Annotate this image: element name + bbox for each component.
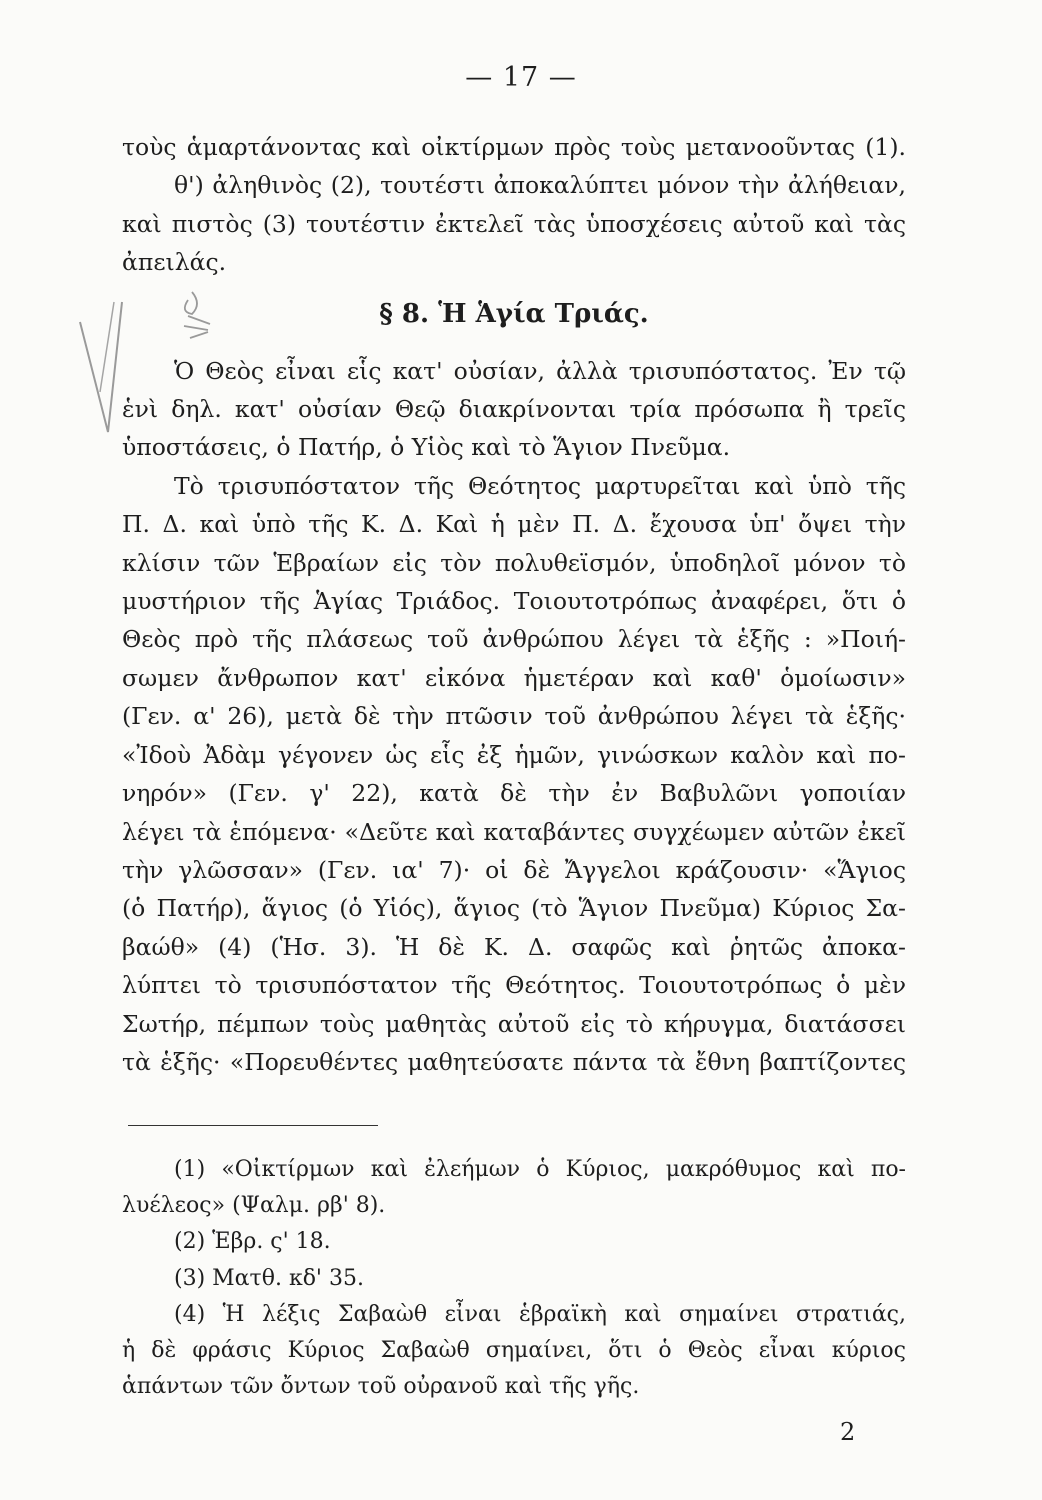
text-line: ἀπειλάς. [122,248,227,277]
page-number: — 17 — [465,62,577,93]
footnote-line: (1) «Οἰκτίρμων καὶ ἐλεήμων ὁ Κύριος, μακρόθυμος καὶ πο- [174,1157,906,1182]
text-line: καὶ πιστὸς (3) τουτέστιν ἐκτελεῖ τὰς ὑποσχέσεις αὐτοῦ καὶ τὰς [122,209,906,238]
text-line: κλίσιν τῶν Ἑβραίων εἰς τὸν πολυθεϊσμόν, ὑποδηλοῖ μόνον τὸ [122,548,906,577]
footnote-1 [122,1152,906,1224]
footnote-line: ἁπάντων τῶν ὄντων τοῦ οὐρανοῦ καὶ τῆς γῆς. [122,1374,640,1400]
text-line: μυστήριον τῆς Ἁγίας Τριάδος. Τοιουτοτρόπως ἀναφέρει, ὅτι ὁ [122,587,906,616]
text-line: (ὁ Πατήρ), ἅγιος (ὁ Υἱός), ἅγιος (τὸ Ἅγιον Πνεῦμα) Κύριος Σα- [122,894,906,923]
text-line: τὰ ἑξῆς· «Πορευθέντες μαθητεύσατε πάντα τὰ ἔθνη βαπτίζοντες [122,1047,906,1076]
footnote-line: ἡ δὲ φράσις Κύριος Σαβαὼθ σημαίνει, ὅτι ὁ Θεὸς εἶναι κύριος [122,1338,906,1364]
footnote-2 [122,1224,906,1260]
text-line: Θεὸς πρὸ τῆς πλάσεως τοῦ ἀνθρώπου λέγει τὰ ἑξῆς : »Ποιή- [122,625,906,654]
footnote-line: λυέλεος» (Ψαλμ. ρβ' 8). [122,1193,386,1219]
text-line: τοὺς ἁμαρτάνοντας καὶ οἰκτίρμων πρὸς τοὺς μετανοοῦντας (1). [122,133,906,161]
text-line: θ') ἀληθινὸς (2), τουτέστι ἀποκαλύπτει μόνον τὴν ἀλήθειαν, [174,171,906,200]
text-line: Ὁ Θεὸς εἶναι εἷς κατ' οὐσίαν, ἀλλὰ τρισυπόστατος. Ἐν τῷ [174,356,906,385]
text-line: Π. Δ. καὶ ὑπὸ τῆς Κ. Δ. Καὶ ἡ μὲν Π. Δ. ἔχουσα ὑπ' ὄψει τὴν [122,510,906,539]
text-line: (Γεν. α' 26), μετὰ δὲ τὴν πτῶσιν τοῦ ἀνθρώπου λέγει τὰ ἑξῆς· [122,702,906,731]
text-line: σωμεν ἄνθρωπον κατ' εἰκόνα ἡμετέραν καὶ καθ' ὁμοίωσιν» [122,663,906,692]
footnote-3 [122,1261,906,1297]
text-line: νηρόν» (Γεν. γ' 22), κατὰ δὲ τὴν ἐν Βαβυλῶνι γοποιίαν [122,779,906,808]
section-heading: § 8. Ἡ Ἁγία Τριάς. [379,298,649,329]
paragraph-scripture-testimony [122,467,906,1082]
text-line: ὑποστάσεις, ὁ Πατήρ, ὁ Υἱὸς καὶ τὸ Ἅγιον Πνεῦμα. [122,433,731,462]
text-line: Τὸ τρισυπόστατον τῆς Θεότητος μαρτυρεῖται καὶ ὑπὸ τῆς [174,471,906,500]
text-line: τὴν γλῶσσαν» (Γεν. ια' 7)· οἱ δὲ Ἄγγελοι κράζουσιν· «Ἅγιος [122,855,906,884]
paragraph-trinity-definition [122,352,906,467]
text-line: Σωτήρ, πέμπων τοὺς μαθητὰς αὐτοῦ εἰς τὸ κήρυγμα, διατάσσει [122,1009,906,1038]
main-text [122,128,906,1081]
footnotes [122,1152,906,1405]
intro-paragraph [122,128,906,282]
footnote-line: (3) Ματθ. κδ' 35. [174,1265,364,1291]
text-line: ἑνὶ δηλ. κατ' οὐσίαν Θεῷ διακρίνονται τρία πρόσωπα ἢ τρεῖς [122,395,906,424]
text-line: λύπτει τὸ τρισυπόστατον τῆς Θεότητος. Τοιουτοτρόπως ὁ μὲν [122,971,906,1000]
text-line: βαώθ» (4) (Ἡσ. 3). Ἡ δὲ Κ. Δ. σαφῶς καὶ ῥητῶς ἀποκα- [122,932,906,961]
signature-mark: 2 [840,1418,856,1446]
footnote-line: (4) Ἡ λέξις Σαβαὼθ εἶναι ἑβραϊκὴ καὶ σημαίνει στρατιάς, [174,1301,906,1327]
text-line: «Ἰδοὺ Ἀδὰμ γέγονεν ὡς εἷς ἐξ ἡμῶν, γινώσκων καλὸν καὶ πο- [122,740,906,769]
footnote-divider [128,1125,378,1126]
text-line: λέγει τὰ ἑπόμενα· «Δεῦτε καὶ καταβάντες συγχέωμεν αὐτῶν ἐκεῖ [122,817,906,846]
footnote-4 [122,1297,906,1406]
footnote-line: (2) Ἑβρ. ς' 18. [174,1229,331,1255]
